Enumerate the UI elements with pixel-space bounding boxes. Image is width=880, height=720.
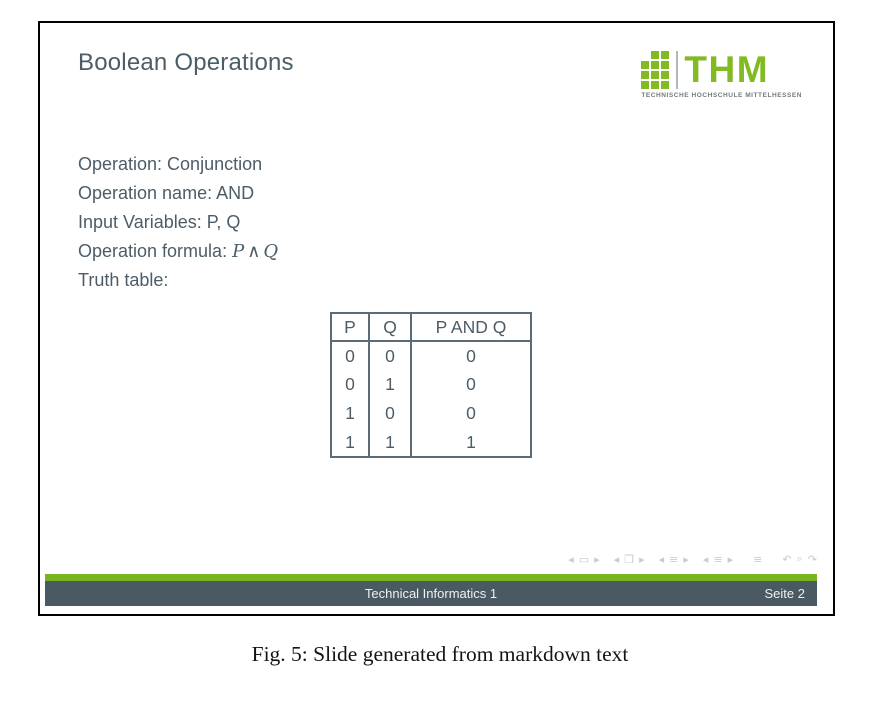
table-row (331, 370, 531, 399)
table-row (331, 341, 531, 370)
prev-slide-icon[interactable]: ◂ (568, 552, 574, 566)
footer-page-number: Seite 2 (764, 586, 805, 601)
table-cell: 1 (369, 370, 411, 399)
body-line-operation-name: Operation name: AND (78, 183, 255, 203)
body-line-truth-table-label: Truth table: (78, 270, 169, 290)
table-cell: 0 (345, 374, 355, 394)
table-cell: 1 (369, 428, 411, 457)
appendix-icon[interactable]: ≡ (753, 552, 763, 566)
table-cell: 0 (345, 345, 355, 366)
back-icon[interactable]: ↶ (782, 552, 792, 566)
table-cell: 0 (411, 341, 531, 370)
footer-accent-bar (45, 574, 817, 581)
body-line-formula (78, 237, 278, 266)
footer-course-title: Technical Informatics 1 (364, 586, 498, 601)
next-slide-icon[interactable]: ▸ (594, 552, 600, 566)
thm-acronym: THM (684, 49, 770, 90)
footer-bar (45, 581, 817, 606)
thm-logo (641, 51, 802, 99)
frame-icon[interactable]: ▭ (578, 552, 590, 566)
section-icon[interactable]: ≡ (669, 552, 679, 566)
table-cell: 0 (369, 341, 411, 370)
table-header-p: P (331, 313, 369, 341)
table-header-q: Q (369, 313, 411, 341)
figure-caption: Fig. 5: Slide generated from markdown text (251, 642, 629, 666)
overlay-frames-icon[interactable]: ❐ (624, 552, 635, 566)
forward-icon[interactable]: ↷ (807, 552, 817, 566)
table-header-row (331, 313, 531, 341)
prev-subsection-icon[interactable]: ◂ (702, 552, 709, 566)
next-subsection-icon[interactable]: ▸ (727, 552, 734, 566)
beamer-navigation-bar (568, 552, 817, 566)
table-row (331, 428, 531, 457)
slide-figure (38, 21, 835, 616)
table-row (331, 399, 531, 428)
table-cell: 0 (369, 399, 411, 428)
next-section-icon[interactable]: ▸ (683, 552, 689, 566)
slide-body (78, 150, 278, 295)
formula-label: Operation formula: (78, 241, 228, 261)
table-cell: 1 (411, 428, 531, 457)
table-header-result: P AND Q (411, 313, 531, 341)
formula-expression: P ∧ Q (232, 241, 279, 262)
body-line-input-variables: Input Variables: P, Q (78, 212, 241, 232)
subsection-icon[interactable]: ≡ (713, 552, 723, 566)
table-cell: 1 (345, 403, 355, 423)
table-cell: 1 (345, 431, 355, 452)
prev-frame-icon[interactable]: ◂ (613, 552, 620, 566)
logo-divider (676, 51, 678, 89)
body-line-operation: Operation: Conjunction (78, 154, 263, 174)
slide-title: Boolean Operations (78, 49, 294, 76)
table-cell: 0 (411, 370, 531, 399)
thm-pixel-grid-icon (641, 51, 669, 89)
search-icon[interactable]: ⌕ (796, 552, 803, 565)
prev-section-icon[interactable]: ◂ (658, 552, 665, 566)
table-cell: 0 (411, 399, 531, 428)
thm-logo-subtitle: TECHNISCHE HOCHSCHULE MITTELHESSEN (641, 92, 802, 99)
next-frame-icon[interactable]: ▸ (639, 552, 645, 566)
truth-table (330, 312, 532, 458)
